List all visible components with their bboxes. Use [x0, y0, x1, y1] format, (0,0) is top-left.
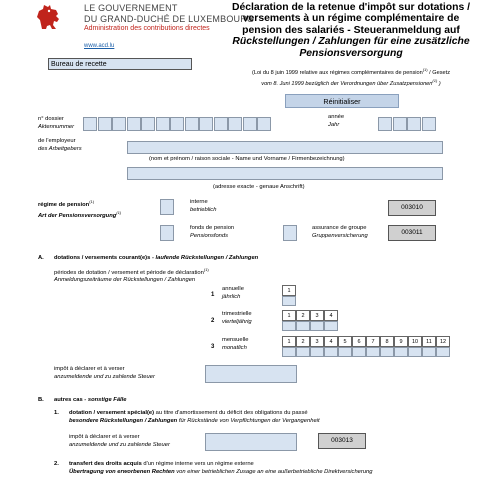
section-a-impot-label: impôt à déclarer et à verser anzumeldende und zu zahlende Steuer: [54, 366, 155, 380]
annee-label: année Jahr: [328, 114, 345, 128]
period-checkbox-3[interactable]: [310, 321, 324, 331]
period-label-3: 3: [310, 336, 324, 347]
period-label-1: 1: [282, 336, 296, 347]
section-a-title: dotations / versements courant(e)s - laufende Rückstellungen / Zahlungen: [54, 255, 259, 261]
period-label-4: 4: [324, 310, 338, 321]
period-label-5: 5: [338, 336, 352, 347]
dossier-digit-6[interactable]: [156, 117, 170, 131]
dossier-digit-11[interactable]: [228, 117, 242, 131]
period-checkbox-4[interactable]: [324, 347, 338, 357]
row-2-number: 2: [211, 318, 215, 324]
period-label-1: 1: [282, 310, 296, 321]
period-label-2: 2: [296, 310, 310, 321]
row-mensuelle-label: mensuelle monatlich: [222, 337, 249, 351]
dossier-digit-3[interactable]: [112, 117, 126, 131]
period-checkbox-4[interactable]: [324, 321, 338, 331]
employer-address-caption: (adresse exacte - genaue Anschrift): [213, 184, 305, 190]
dossier-digit-9[interactable]: [199, 117, 213, 131]
period-checkbox-7[interactable]: [366, 347, 380, 357]
period-checkbox-8[interactable]: [380, 347, 394, 357]
org-line-3: Administration des contributions directes: [84, 25, 210, 32]
section-b-letter: B.: [38, 397, 44, 403]
period-label-3: 3: [310, 310, 324, 321]
period-label-8: 8: [380, 336, 394, 347]
reinit-button[interactable]: Réinitialiser: [285, 94, 399, 108]
period-checkbox-6[interactable]: [352, 347, 366, 357]
period-label-10: 10: [408, 336, 422, 347]
item-1-number: 1.: [54, 410, 59, 416]
period-checkbox-10[interactable]: [408, 347, 422, 357]
dossier-label: n° dossier Aktennummer: [38, 116, 75, 130]
period-label-12: 12: [436, 336, 450, 347]
section-a-letter: A.: [38, 255, 44, 261]
regime-interne-label: interne betrieblich: [190, 199, 217, 213]
section-a-tax-field[interactable]: [205, 365, 297, 383]
form-subtitle: (Loi du 8 juin 1999 relative aux régimes complémentaires de pension$^{(1)}$ / Gesetz vom 8. Juni 1999 bezüglich der Verordnungen über Zusatzpensionen$^{(1)}$ ): [252, 67, 450, 87]
dossier-digit-5[interactable]: [141, 117, 155, 131]
period-checkbox-3[interactable]: [310, 347, 324, 357]
employeur-label: de l'employeur des Arbeitgebers: [38, 138, 82, 152]
employer-name-field[interactable]: [127, 141, 443, 154]
row-3-number: 3: [211, 344, 215, 350]
dossier-digit-13[interactable]: [257, 117, 271, 131]
code-003011: 003011: [388, 225, 436, 241]
regime-label: régime de pension$^{(1)}$ Art der Pensionsversorgung$^{(1)}$: [38, 199, 122, 220]
dossier-digit-10[interactable]: [214, 117, 228, 131]
regime-interne-checkbox[interactable]: [160, 199, 174, 215]
annee-digit-2[interactable]: [393, 117, 407, 131]
row-trimestrielle-label: trimestrielle vierteljährig: [222, 311, 252, 325]
dossier-digit-2[interactable]: [98, 117, 112, 131]
row-1-number: 1: [211, 292, 215, 298]
employer-address-field[interactable]: [127, 167, 443, 180]
regime-assurance-checkbox[interactable]: [283, 225, 297, 241]
form-title: [228, 2, 474, 59]
dossier-digit-1[interactable]: [83, 117, 97, 131]
annee-digit-4[interactable]: [422, 117, 436, 131]
code-003013: 003013: [318, 433, 366, 449]
item-2-text: transfert des droits acquis d'un régime interne vers un régime externe Übertragung von erworbenen Rechten von einer betrieblichen Zusage an eine außerbetriebliche Direktversicherung: [69, 461, 373, 475]
dossier-digit-12[interactable]: [243, 117, 257, 131]
period-label-1: 1: [282, 285, 296, 296]
period-label-7: 7: [366, 336, 380, 347]
bureau-de-recette-select[interactable]: Bureau de recette: [48, 58, 192, 70]
regime-fonds-checkbox[interactable]: [160, 225, 174, 241]
luxembourg-lion-logo: [30, 2, 70, 32]
section-b-title: autres cas - sonstige Fälle: [54, 397, 127, 403]
period-label-6: 6: [352, 336, 366, 347]
period-checkbox-1[interactable]: [282, 347, 296, 357]
period-label-9: 9: [394, 336, 408, 347]
annee-digit-3[interactable]: [407, 117, 421, 131]
period-checkbox-1[interactable]: [282, 321, 296, 331]
org-line-2: DU GRAND-DUCHÉ DE LUXEMBOURG: [84, 14, 255, 24]
annee-digit-1[interactable]: [378, 117, 392, 131]
employer-name-caption: (nom et prénom / raison sociale - Name und Vorname / Firmenbezeichnung): [149, 156, 345, 162]
item-1-text: dotation / versement spécial(e) au titre d'amortissement du déficit des obligations du passé besondere Rückstellungen / Zahlungen für Rückstände von Verpflichtungen der Vergangenheit: [69, 410, 320, 424]
title-line-1: Déclaration de la retenue d'impôt sur dotations /: [231, 2, 471, 13]
section-b-tax-field[interactable]: [205, 433, 297, 451]
website-link[interactable]: www.acd.lu: [84, 43, 115, 49]
period-checkbox-11[interactable]: [422, 347, 436, 357]
title-line-5: Pensionsversorgung: [299, 47, 403, 59]
dossier-digit-7[interactable]: [170, 117, 184, 131]
period-label-2: 2: [296, 336, 310, 347]
item-2-number: 2.: [54, 461, 59, 467]
section-b-impot-label: impôt à déclarer et à verser anzumeldende und zu zahlende Steuer: [69, 434, 170, 448]
period-checkbox-1[interactable]: [282, 296, 296, 306]
code-003010: 003010: [388, 200, 436, 216]
period-label-11: 11: [422, 336, 436, 347]
period-label-4: 4: [324, 336, 338, 347]
title-line-2: versements à un régime complémentaire de: [242, 13, 460, 25]
regime-fonds-label: fonds de pension Pensionsfonds: [190, 225, 235, 239]
dossier-digit-8[interactable]: [185, 117, 199, 131]
section-a-periods: périodes de dotation / versement et période de déclaration$^{(1)}$ Anmeldungszeiträume der Rückstellungen / Zahlungen: [54, 267, 209, 284]
title-line-3: pension des salariés - Steueranmeldung auf: [242, 24, 460, 36]
row-annuelle-label: annuelle jährlich: [222, 286, 244, 300]
period-checkbox-2[interactable]: [296, 321, 310, 331]
period-checkbox-2[interactable]: [296, 347, 310, 357]
dossier-digit-4[interactable]: [127, 117, 141, 131]
period-checkbox-12[interactable]: [436, 347, 450, 357]
org-line-1: LE GOUVERNEMENT: [84, 3, 178, 13]
period-checkbox-9[interactable]: [394, 347, 408, 357]
regime-assurance-label: assurance de groupe Gruppenversicherung: [312, 225, 368, 239]
title-line-4: Rückstellungen / Zahlungen für eine zusätzliche: [232, 36, 470, 48]
period-checkbox-5[interactable]: [338, 347, 352, 357]
